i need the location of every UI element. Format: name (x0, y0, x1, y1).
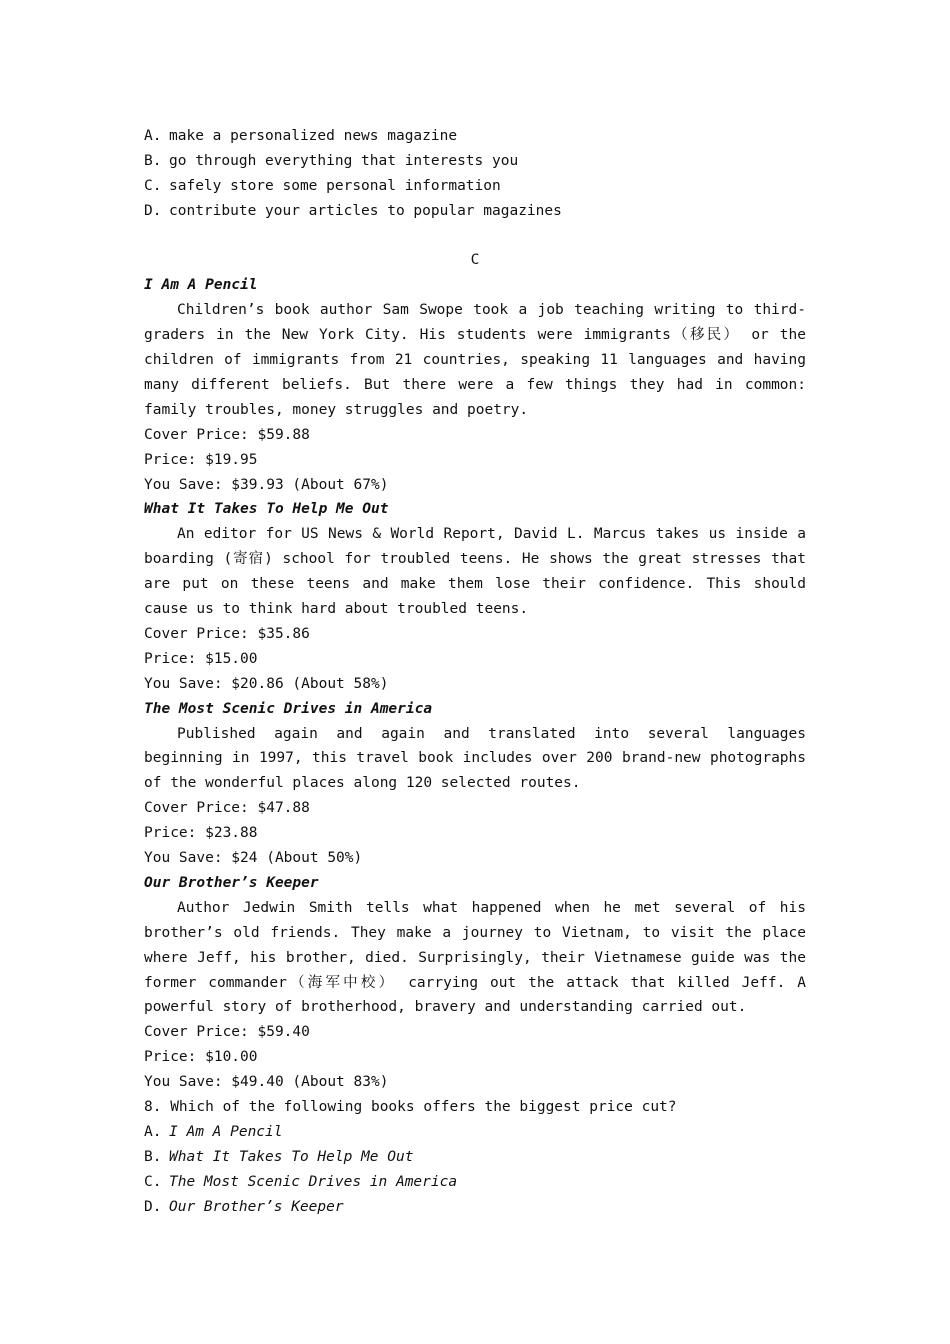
option-b (144, 149, 806, 174)
cover-price: Cover Price: $47.88 (144, 800, 310, 817)
cover-price: Cover Price: $59.40 (144, 1024, 310, 1041)
sale-price: Price: $15.00 (144, 650, 258, 667)
savings: You Save: $39.93 (About 67%) (144, 476, 389, 493)
book-title: I Am A Pencil (144, 277, 258, 294)
sale-price: Price: $10.00 (144, 1049, 258, 1066)
book-description: Children’s book author Sam Swope took a job teaching writing to third-graders in the New York City. His students were immigrants（移民） or the children of immigrants from 21 countries, speaking 11 languages and having many different beliefs. But there were a few things they had in common: family troubles, money struggles and poetry. (144, 302, 806, 418)
option-letter: A. (144, 128, 162, 144)
savings: You Save: $49.40 (About 83%) (144, 1074, 389, 1091)
option-letter: A. (144, 1123, 162, 1140)
option-letter: D. (144, 202, 162, 219)
book-entry (144, 871, 806, 1095)
book-description: An editor for US News & World Report, David L. Marcus takes us inside a boarding (寄宿) school for troubled teens. He shows the great stresses that are put on these teens and make them lose their confidence. This should cause us to think hard about troubled teens. (144, 526, 806, 618)
option-text: Our Brother’s Keeper (169, 1198, 344, 1215)
section-heading: C (470, 252, 480, 269)
book-description: Published again and again and translated into several languages beginning in 1997, this travel book includes over 200 brand-new photographs of the wonderful places along 120 selected routes. (144, 725, 806, 792)
answer-option-a (144, 1120, 806, 1145)
answer-option-c (144, 1170, 806, 1195)
book-entry (144, 697, 806, 871)
option-a (144, 124, 806, 149)
option-text: What It Takes To Help Me Out (169, 1148, 414, 1165)
book-entry (144, 497, 806, 696)
option-d (144, 199, 806, 224)
cover-price: Cover Price: $35.86 (144, 625, 310, 642)
book-title: Our Brother’s Keeper (144, 874, 319, 891)
sale-price: Price: $19.95 (144, 451, 258, 468)
previous-question-options (144, 124, 806, 224)
book-description: Author Jedwin Smith tells what happened when he met several of his brother’s old friends. They make a journey to Vietnam, to visit the place where Jeff, his brother, died. Surprisingly, their Vietnamese guide was the former commander（海军中校） carrying out the attack that killed Jeff. A powerful story of brotherhood, bravery and understanding carried out. (144, 899, 806, 1016)
answer-option-b (144, 1145, 806, 1170)
option-text: go through everything that interests you (169, 152, 519, 169)
option-letter: B. (144, 1148, 162, 1165)
cover-price: Cover Price: $59.88 (144, 426, 310, 443)
book-title: The Most Scenic Drives in America (144, 700, 433, 717)
savings: You Save: $20.86 (About 58%) (144, 675, 389, 692)
option-c (144, 174, 806, 199)
option-text: I Am A Pencil (169, 1123, 283, 1140)
option-letter: C. (144, 177, 162, 194)
option-text: safely store some personal information (169, 177, 501, 194)
option-text: The Most Scenic Drives in America (169, 1173, 458, 1190)
option-letter: C. (144, 1173, 162, 1190)
book-title: What It Takes To Help Me Out (144, 501, 389, 518)
question-block (144, 1095, 806, 1219)
answer-option-d (144, 1195, 806, 1220)
document-page (144, 124, 806, 1219)
spacer (144, 224, 806, 249)
book-entry (144, 273, 806, 497)
option-text: contribute your articles to popular magazines (169, 202, 562, 219)
question-text: 8. Which of the following books offers the biggest price cut? (144, 1099, 677, 1115)
option-letter: D. (144, 1198, 162, 1215)
savings: You Save: $24 (About 50%) (144, 850, 363, 867)
sale-price: Price: $23.88 (144, 825, 258, 842)
option-letter: B. (144, 152, 162, 169)
option-text: make a personalized news magazine (169, 128, 458, 144)
